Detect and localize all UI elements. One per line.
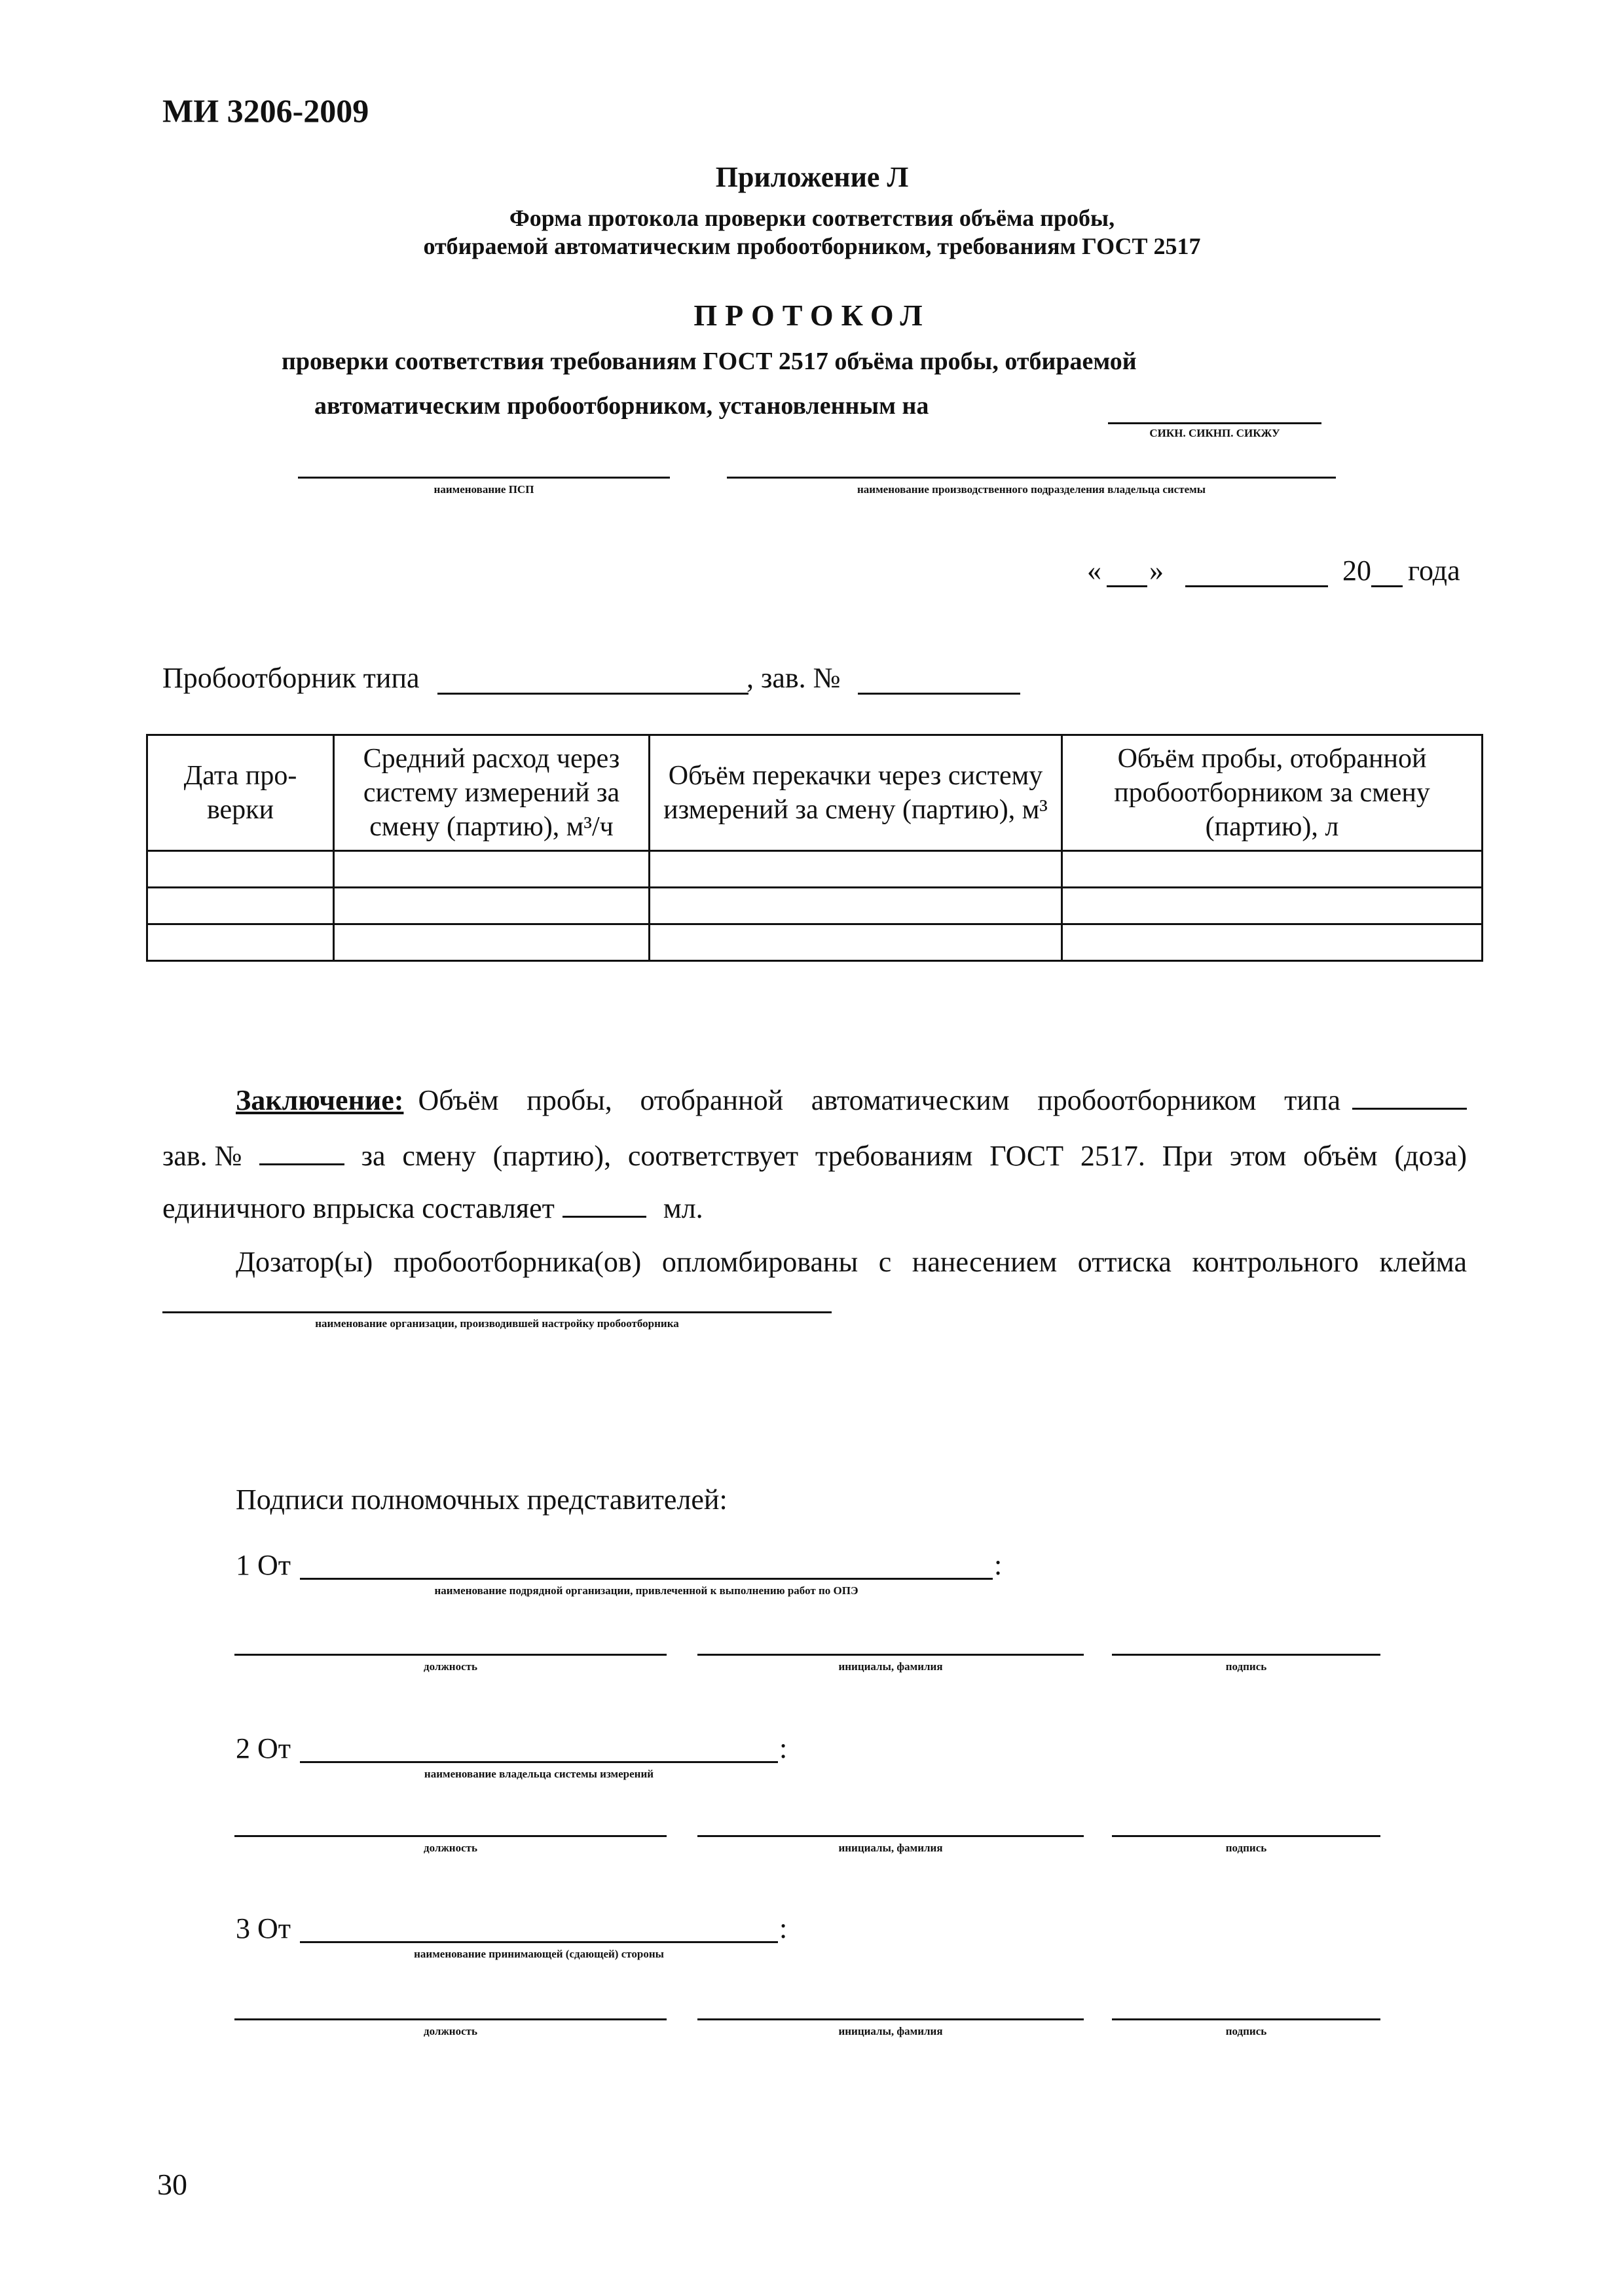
signature-caption: подпись	[1225, 2025, 1267, 2037]
table-cell[interactable]	[1062, 851, 1483, 888]
conclusion-dose-label: единичного впрыска составляет	[162, 1192, 555, 1224]
sampler-type-label: Пробоотборник типа	[162, 662, 420, 694]
table-cell[interactable]	[1062, 924, 1483, 961]
signature-caption: подпись	[1225, 1842, 1267, 1854]
party-3-name-line[interactable]	[697, 2018, 1084, 2020]
table-header-cell: Объём пробы, отобранной пробоотборником за смену (партию), л	[1062, 735, 1483, 851]
date-day-blank[interactable]	[1107, 585, 1147, 587]
table-row	[147, 924, 1483, 961]
table-header-cell: Объём перекачки через систему измерений за смену (партию), м³	[650, 735, 1062, 851]
sampler-serial-blank[interactable]	[858, 693, 1020, 695]
table-header-cell: Средний расход через систему измерений за смену (партию), м³/ч	[334, 735, 650, 851]
conclusion-label: Заключение:	[236, 1084, 404, 1116]
party-2-name-line[interactable]	[697, 1835, 1084, 1837]
system-blank-line[interactable]	[1108, 422, 1321, 424]
conclusion-type-blank[interactable]	[1352, 1085, 1467, 1110]
table-cell[interactable]	[650, 888, 1062, 924]
party-2-caption: наименование владельца системы измерений	[424, 1768, 654, 1780]
party-2-blank[interactable]	[300, 1761, 778, 1763]
name-caption: инициалы, фамилия	[838, 1660, 943, 1673]
party-3-label: 3 От	[236, 1912, 291, 1944]
party-3-caption: наименование принимающей (сдающей) стороны	[414, 1948, 664, 1960]
psp-caption: наименование ПСП	[434, 483, 534, 496]
party-1-name-line[interactable]	[697, 1654, 1084, 1656]
party-3-blank[interactable]	[300, 1941, 778, 1943]
division-blank-line[interactable]	[727, 477, 1336, 479]
party-2-colon: :	[779, 1732, 788, 1764]
conclusion-line3	[162, 1192, 703, 1225]
party-1-colon: :	[994, 1549, 1003, 1581]
date-open-quote: «	[1087, 555, 1101, 587]
appendix-title: Приложение Л	[715, 161, 909, 193]
conclusion-text-1: Объём пробы, отобранной автоматическим пробоотборником типа	[418, 1084, 1340, 1116]
name-caption: инициалы, фамилия	[838, 1842, 943, 1854]
document-code: МИ 3206-2009	[162, 92, 369, 129]
protocol-line2: автоматическим пробоотборником, установленным на	[314, 392, 929, 420]
conclusion-line1	[236, 1084, 1467, 1117]
division-caption: наименование производственного подразделения владельца системы	[857, 483, 1206, 496]
conclusion-dosers-text: Дозатор(ы) пробоотборника(ов) опломбированы с нанесением оттиска контрольного клейма	[236, 1246, 1467, 1278]
party-2-signature-line[interactable]	[1112, 1835, 1380, 1837]
org-blank-line[interactable]	[162, 1311, 832, 1313]
party-3-colon: :	[779, 1912, 788, 1944]
party-2-position-line[interactable]	[234, 1835, 667, 1837]
conclusion-text-2: за смену (партию), соответствует требованиям ГОСТ 2517. При этом объём (доза)	[361, 1140, 1467, 1172]
date-month-blank[interactable]	[1185, 585, 1328, 587]
date-year-suffix: года	[1408, 555, 1460, 587]
conclusion-dose-unit: мл.	[663, 1192, 703, 1224]
conclusion-serial-label: зав. №	[162, 1140, 242, 1172]
appendix-subtitle-line2: отбираемой автоматическим пробоотборником, требованиям ГОСТ 2517	[423, 233, 1201, 259]
table-cell[interactable]	[650, 851, 1062, 888]
appendix-subtitle-line1: Форма протокола проверки соответствия объёма пробы,	[509, 205, 1115, 231]
measurement-table	[146, 734, 1483, 962]
sampler-type-blank[interactable]	[437, 693, 748, 695]
party-2-label: 2 От	[236, 1732, 291, 1764]
date-year-blank[interactable]	[1371, 585, 1403, 587]
party-1-signature-line[interactable]	[1112, 1654, 1380, 1656]
protocol-heading: ПРОТОКОЛ	[693, 299, 931, 332]
party-1-caption: наименование подрядной организации, привлеченной к выполнению работ по ОПЭ	[434, 1584, 858, 1597]
table-cell[interactable]	[147, 851, 334, 888]
conclusion-dose-blank[interactable]	[563, 1194, 646, 1218]
party-1-position-line[interactable]	[234, 1654, 667, 1656]
protocol-line1: проверки соответствия требованиям ГОСТ 2517 объёма пробы, отбираемой	[282, 348, 1137, 375]
party-1-blank[interactable]	[300, 1578, 993, 1580]
table-cell[interactable]	[147, 888, 334, 924]
psp-blank-line[interactable]	[298, 477, 670, 479]
party-3-signature-line[interactable]	[1112, 2018, 1380, 2020]
party-3-position-line[interactable]	[234, 2018, 667, 2020]
position-caption: должность	[424, 2025, 477, 2037]
party-1-label: 1 От	[236, 1549, 291, 1581]
date-year-prefix: 20	[1342, 555, 1371, 587]
sampler-serial-label: , зав. №	[747, 662, 841, 694]
signatures-title: Подписи полномочных представителей:	[236, 1484, 728, 1516]
page-number: 30	[157, 2168, 187, 2201]
name-caption: инициалы, фамилия	[838, 2025, 943, 2037]
table-cell[interactable]	[334, 924, 650, 961]
table-row	[147, 888, 1483, 924]
table-cell[interactable]	[334, 851, 650, 888]
table-cell[interactable]	[334, 888, 650, 924]
conclusion-line2	[162, 1139, 1467, 1173]
table-cell[interactable]	[147, 924, 334, 961]
signature-caption: подпись	[1225, 1660, 1267, 1673]
conclusion-serial-blank[interactable]	[259, 1141, 344, 1165]
date-close-quote: »	[1149, 555, 1164, 587]
org-caption: наименование организации, производившей настройку пробоотборника	[315, 1317, 679, 1330]
table-header-row	[147, 735, 1483, 851]
system-caption: СИКН. СИКНП. СИКЖУ	[1149, 427, 1280, 439]
table-cell[interactable]	[650, 924, 1062, 961]
table-cell[interactable]	[1062, 888, 1483, 924]
position-caption: должность	[424, 1842, 477, 1854]
table-header-cell: Дата про- верки	[147, 735, 334, 851]
position-caption: должность	[424, 1660, 477, 1673]
table-row	[147, 851, 1483, 888]
